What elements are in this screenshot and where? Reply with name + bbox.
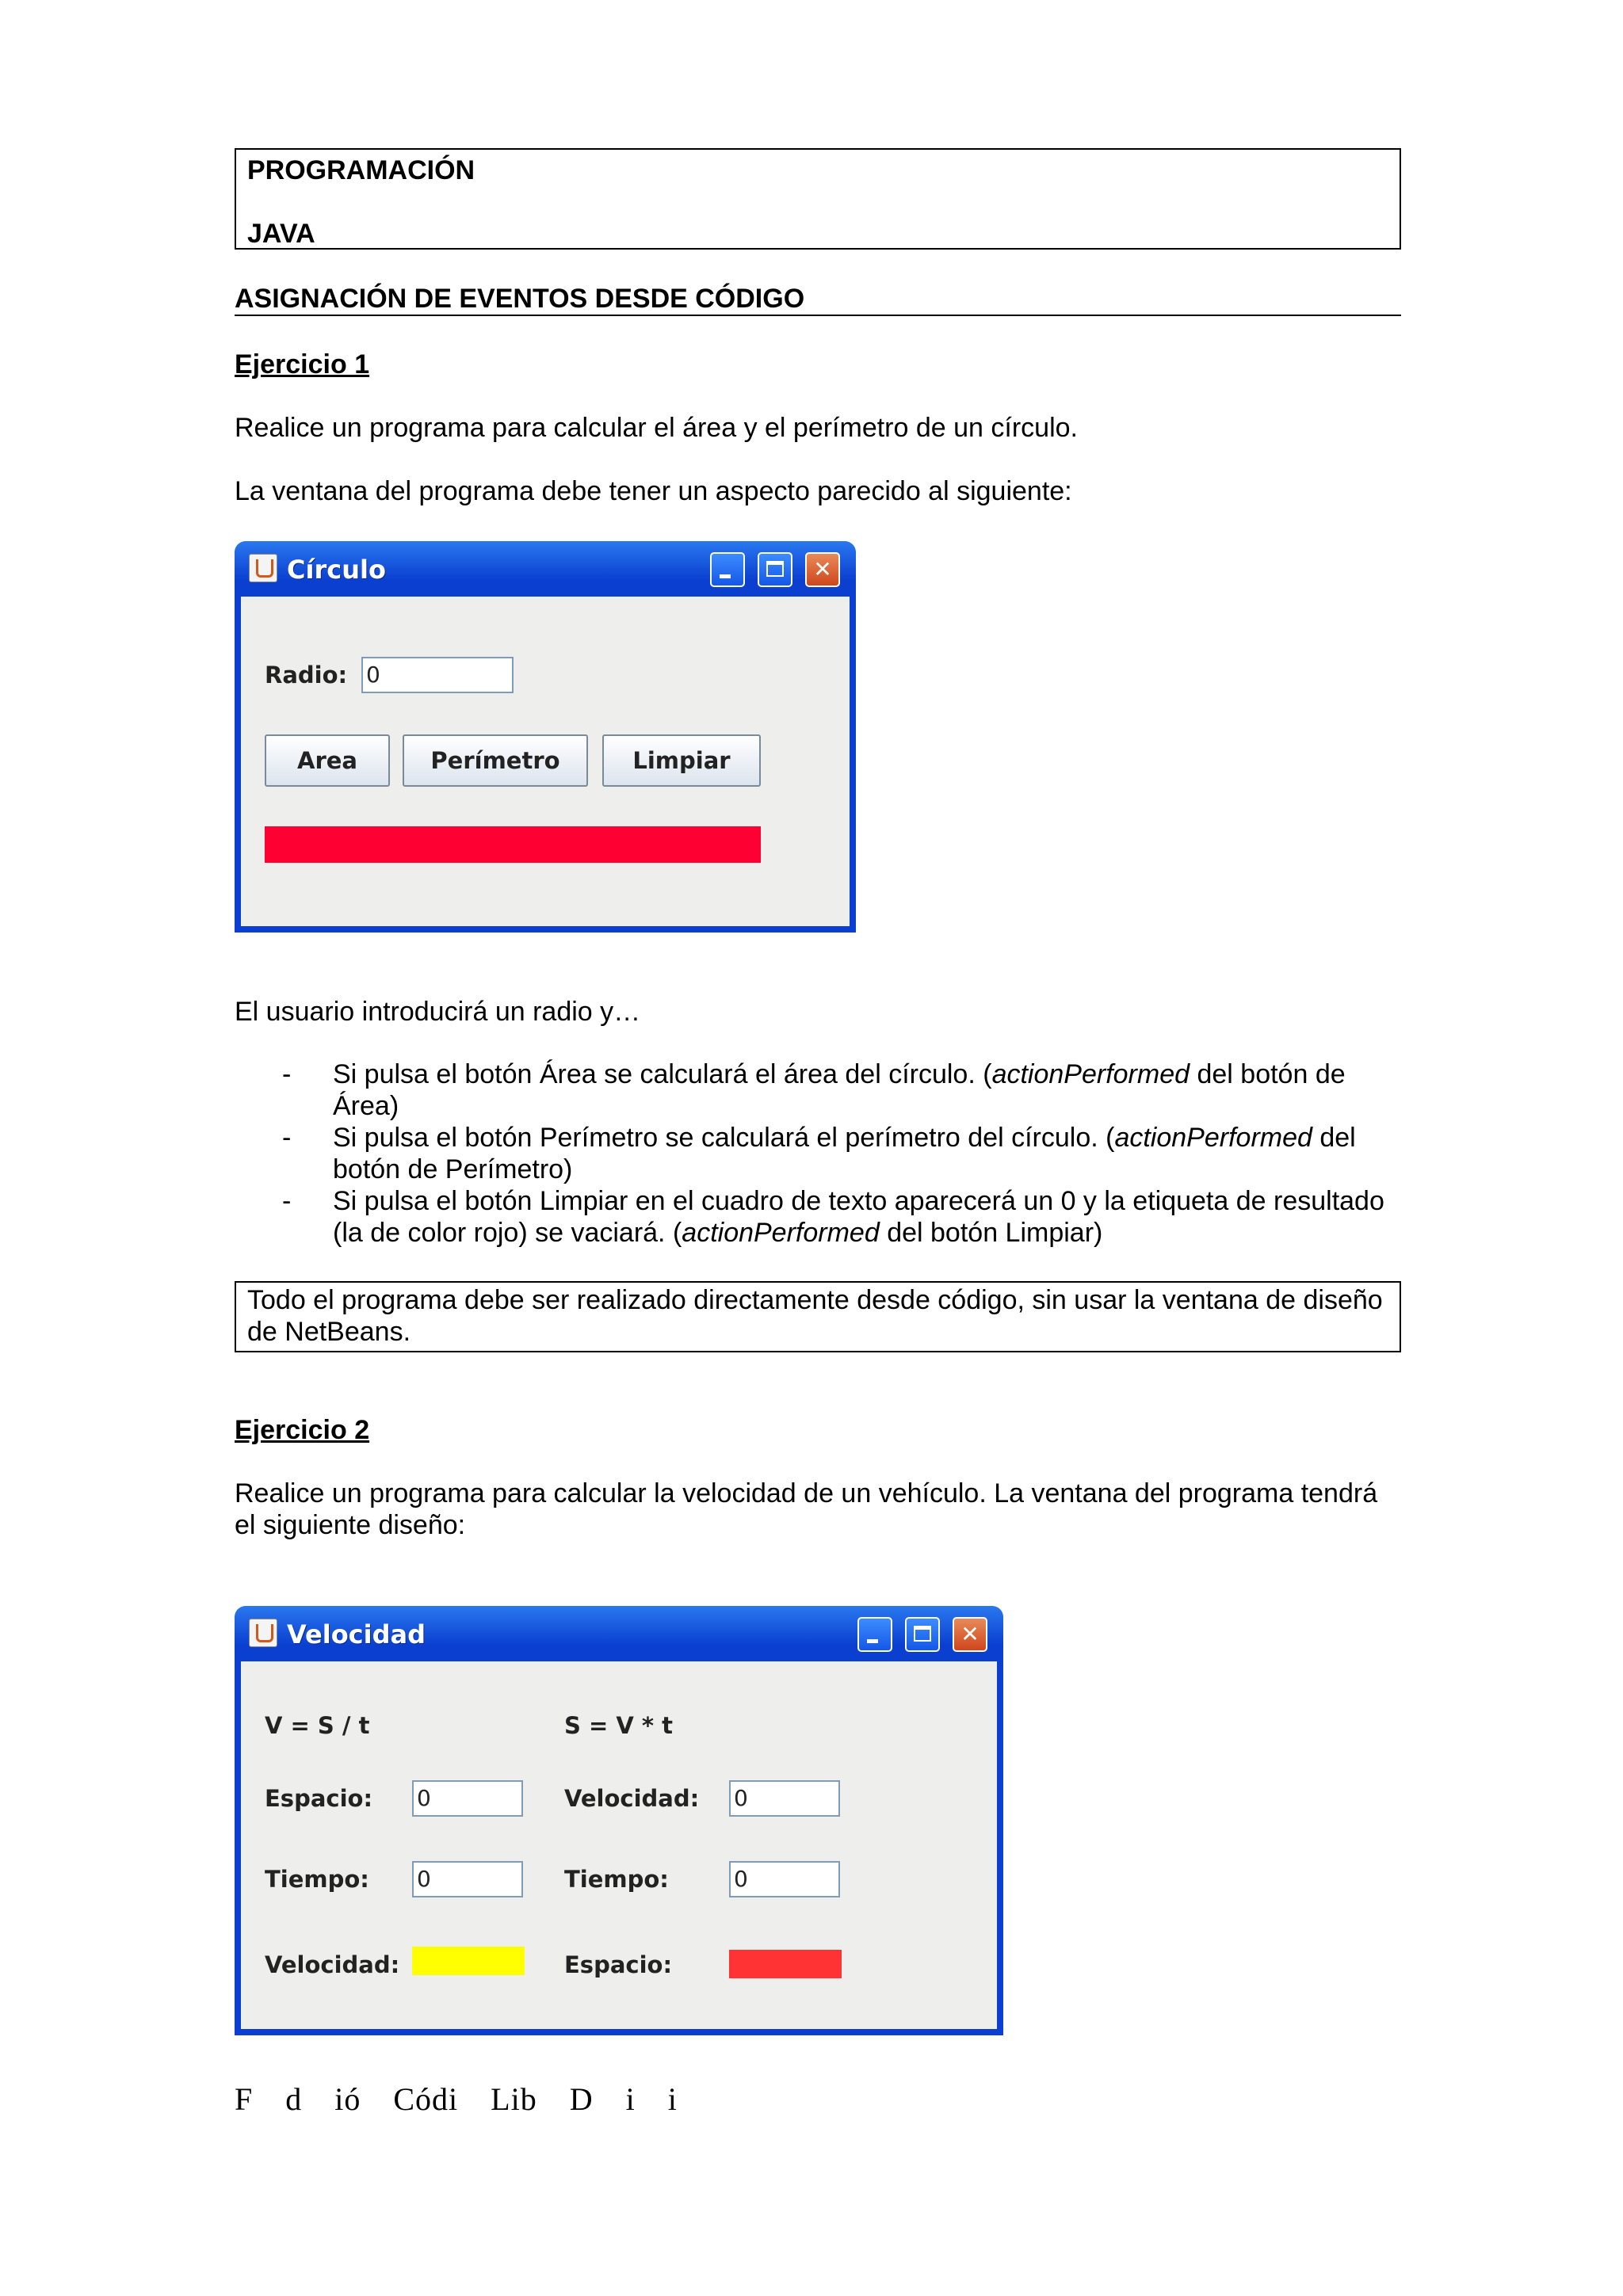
circulo-client-area (241, 597, 850, 926)
maximize-button[interactable] (905, 1617, 940, 1652)
radio-label: Radio: (265, 662, 348, 688)
maximize-icon (914, 1626, 931, 1642)
velocidad-label: Velocidad: (564, 1785, 700, 1812)
tiempo-label-left: Tiempo: (265, 1866, 369, 1893)
circulo-window-title: Círculo (287, 555, 386, 585)
minimize-icon (867, 1639, 878, 1643)
ex1-bullet-list (235, 1058, 1401, 1249)
espacio-input[interactable]: 0 (412, 1780, 523, 1817)
velocidad-client-area (241, 1661, 997, 2029)
minimize-button[interactable] (710, 552, 745, 587)
circulo-titlebar (241, 541, 850, 597)
velocidad-window-title: Velocidad (287, 1619, 426, 1650)
list-item: - Si pulsa el botón Perímetro se calculará el perímetro del círculo. (actionPerformed del botón de Perímetro) (282, 1123, 1356, 1184)
velocidad-titlebar (241, 1606, 997, 1661)
velocidad-result-value (412, 1947, 525, 1975)
section-title: ASIGNACIÓN DE EVENTOS DESDE CÓDIGO (235, 283, 1401, 316)
maximize-button[interactable] (758, 552, 792, 587)
header-line-programacion: PROGRAMACIÓN (247, 155, 475, 185)
velocidad-input[interactable]: 0 (729, 1780, 840, 1817)
ex2-title: Ejercicio 2 (235, 1415, 370, 1445)
note-box: Todo el programa debe ser realizado directamente desde código, sin usar la ventana de diseño de NetBeans. (235, 1281, 1401, 1352)
espacio-label: Espacio: (265, 1785, 373, 1812)
tiempo-label-right: Tiempo: (564, 1866, 669, 1893)
close-icon: ✕ (960, 1621, 980, 1647)
footer-text: F d ió Códi Lib D i i (235, 2081, 678, 2117)
java-cup-icon (249, 1619, 277, 1647)
java-cup-icon (249, 554, 277, 582)
header-box (235, 148, 1401, 250)
list-item: - Si pulsa el botón Limpiar en el cuadro de texto aparecerá un 0 y la etiqueta de resultado (la de color rojo) se vaciará. (actionPerformed del botón Limpiar) (282, 1186, 1384, 1248)
close-button[interactable] (805, 552, 840, 587)
maximize-icon (766, 561, 784, 577)
radio-input[interactable]: 0 (361, 657, 514, 693)
minimize-icon (720, 574, 731, 578)
velocidad-window (235, 1606, 1003, 2035)
espacio-result-label: Espacio: (564, 1951, 673, 1978)
header-line-java: JAVA (247, 219, 315, 249)
result-label (265, 826, 761, 863)
area-button[interactable]: Area (265, 734, 390, 787)
minimize-button[interactable] (857, 1617, 892, 1652)
close-button[interactable] (953, 1617, 987, 1652)
ex2-paragraph-1: Realice un programa para calcular la velocidad de un vehículo. La ventana del programa tendrá el siguiente diseño: (235, 1478, 1378, 1540)
ex1-paragraph-3: El usuario introducirá un radio y… (235, 997, 641, 1027)
velocidad-result-label: Velocidad: (265, 1951, 400, 1978)
formula-v-label: V = S / t (265, 1712, 370, 1739)
ex1-paragraph-2: La ventana del programa debe tener un aspecto parecido al siguiente: (235, 476, 1072, 506)
espacio-result-value (729, 1950, 842, 1978)
perimetro-button[interactable]: Perímetro (403, 734, 588, 787)
close-icon: ✕ (813, 556, 832, 582)
limpiar-button[interactable]: Limpiar (602, 734, 761, 787)
circulo-window (235, 541, 856, 933)
ex1-paragraph-1: Realice un programa para calcular el área y el perímetro de un círculo. (235, 413, 1078, 443)
ex1-title: Ejercicio 1 (235, 349, 370, 379)
list-item: - Si pulsa el botón Área se calculará el área del círculo. (actionPerformed del botón de Área) (282, 1059, 1346, 1121)
tiempo-input-right[interactable]: 0 (729, 1861, 840, 1897)
tiempo-input-left[interactable]: 0 (412, 1861, 523, 1897)
formula-s-label: S = V * t (564, 1712, 674, 1739)
